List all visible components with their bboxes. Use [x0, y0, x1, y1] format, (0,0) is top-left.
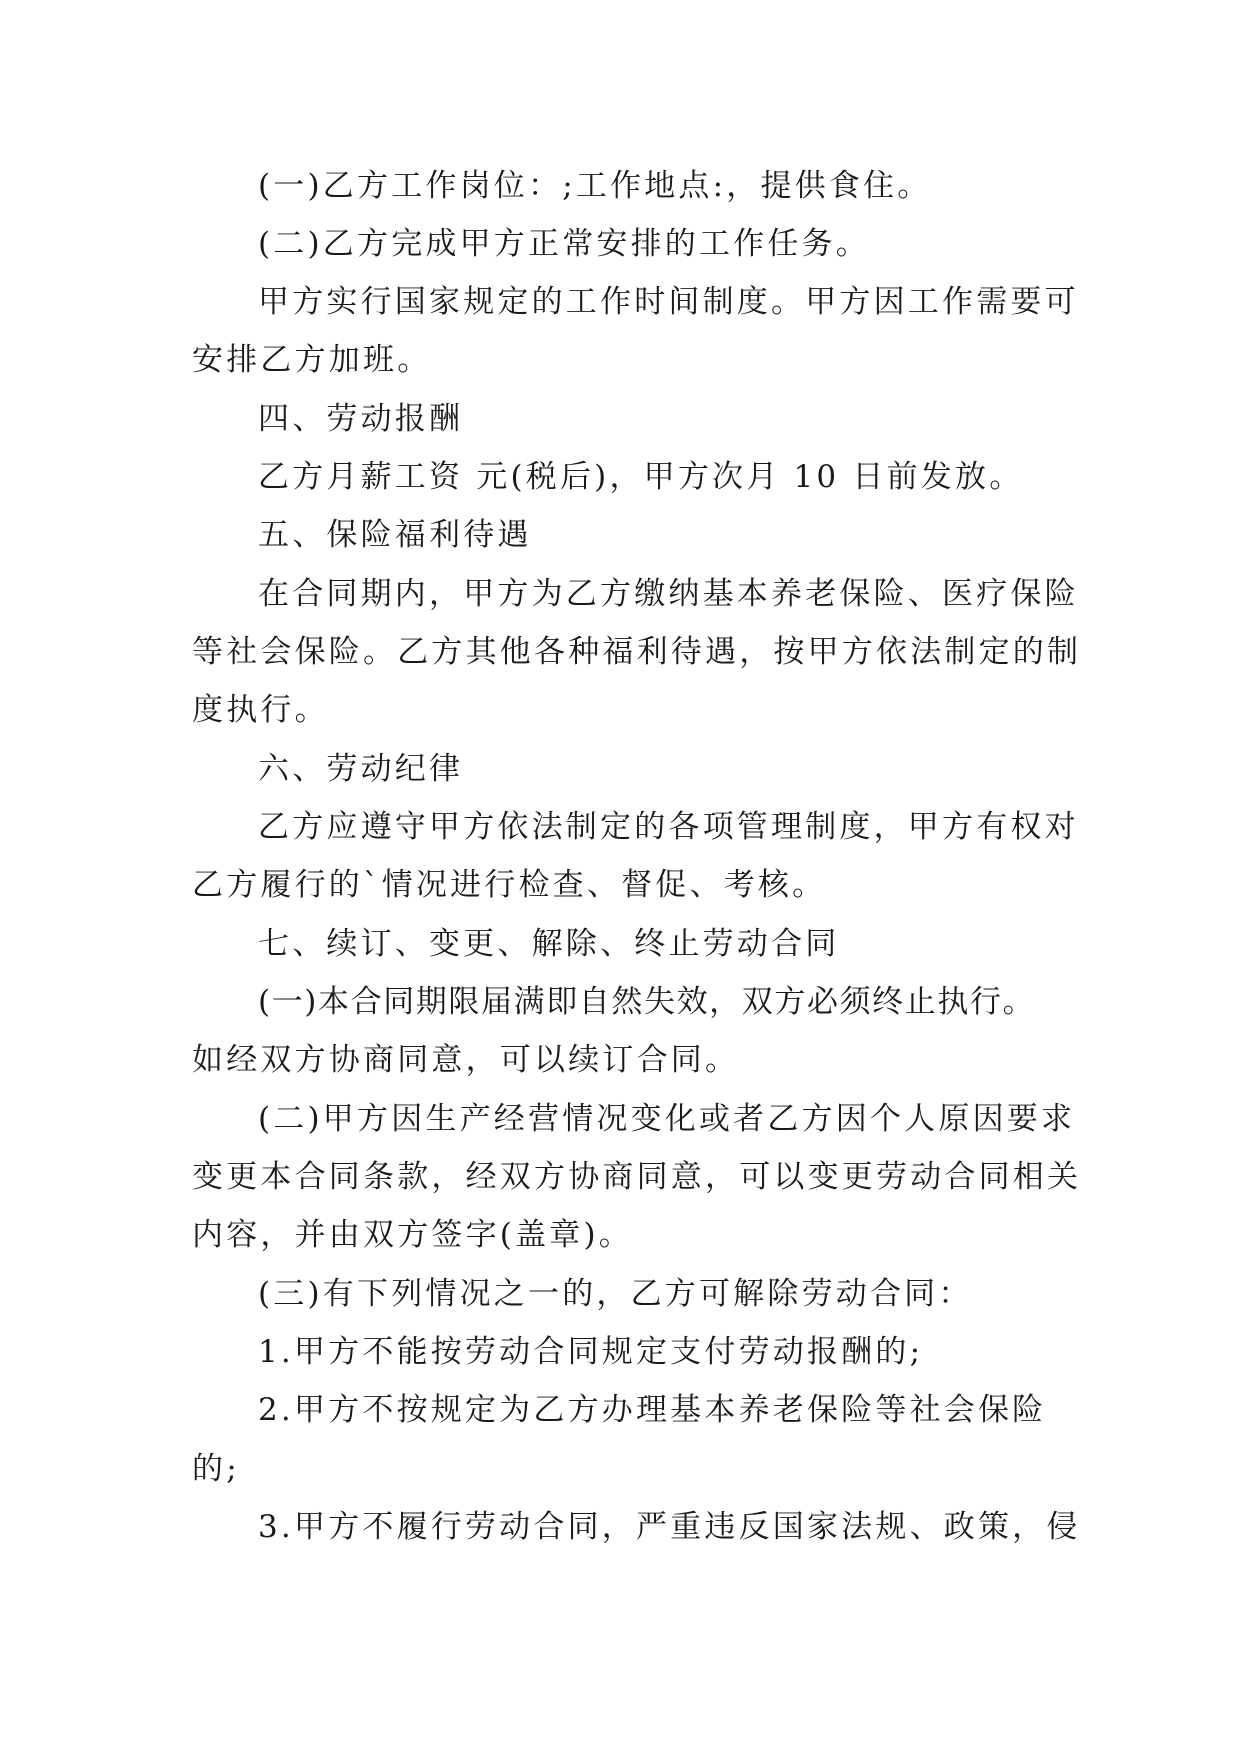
text-line: (一)乙方工作岗位：;工作地点:，提供食住。: [258, 168, 932, 204]
text-line: 乙方月薪工资 元(税后)，甲方次月 10 日前发放。: [258, 459, 1024, 495]
text-line: 度执行。: [192, 692, 329, 728]
text-line: 如经双方协商同意，可以续订合同。: [192, 1042, 740, 1078]
text-line: (二)甲方因生产经营情况变化或者乙方因个人原因要求: [258, 1101, 1076, 1137]
text-line: 变更本合同条款，经双方协商同意，可以变更劳动合同相关: [192, 1159, 1082, 1195]
text-line: 的;: [192, 1451, 240, 1487]
list-item: 2.甲方不按规定为乙方办理基本养老保险等社会保险: [258, 1392, 1047, 1428]
section-heading: 六、劳动纪律: [258, 751, 464, 787]
text-line: 内容，并由双方签字(盖章)。: [192, 1217, 633, 1253]
list-item: 3.甲方不履行劳动合同，严重违反国家法规、政策，侵: [258, 1509, 1081, 1545]
text-line: (二)乙方完成甲方正常安排的工作任务。: [258, 226, 870, 262]
section-heading: 四、劳动报酬: [258, 401, 464, 437]
text-line: (三)有下列情况之一的，乙方可解除劳动合同：: [258, 1276, 973, 1312]
text-line: 在合同期内，甲方为乙方缴纳基本养老保险、医疗保险: [258, 576, 1079, 612]
text-line: 安排乙方加班。: [192, 342, 432, 378]
list-item: 1.甲方不能按劳动合同规定支付劳动报酬的;: [258, 1334, 924, 1370]
text-line: 乙方应遵守甲方依法制定的各项管理制度，甲方有权对: [258, 809, 1079, 845]
text-line: 乙方履行的`情况进行检查、督促、考核。: [192, 867, 827, 903]
section-heading: 五、保险福利待遇: [258, 517, 532, 553]
text-line: 等社会保险。乙方其他各种福利待遇，按甲方依法制定的制: [192, 634, 1082, 670]
text-line: (一)本合同期限届满即自然失效，双方必须终止执行。: [258, 984, 1036, 1020]
section-heading: 七、续订、变更、解除、终止劳动合同: [258, 926, 840, 962]
text-line: 甲方实行国家规定的工作时间制度。甲方因工作需要可: [258, 284, 1079, 320]
